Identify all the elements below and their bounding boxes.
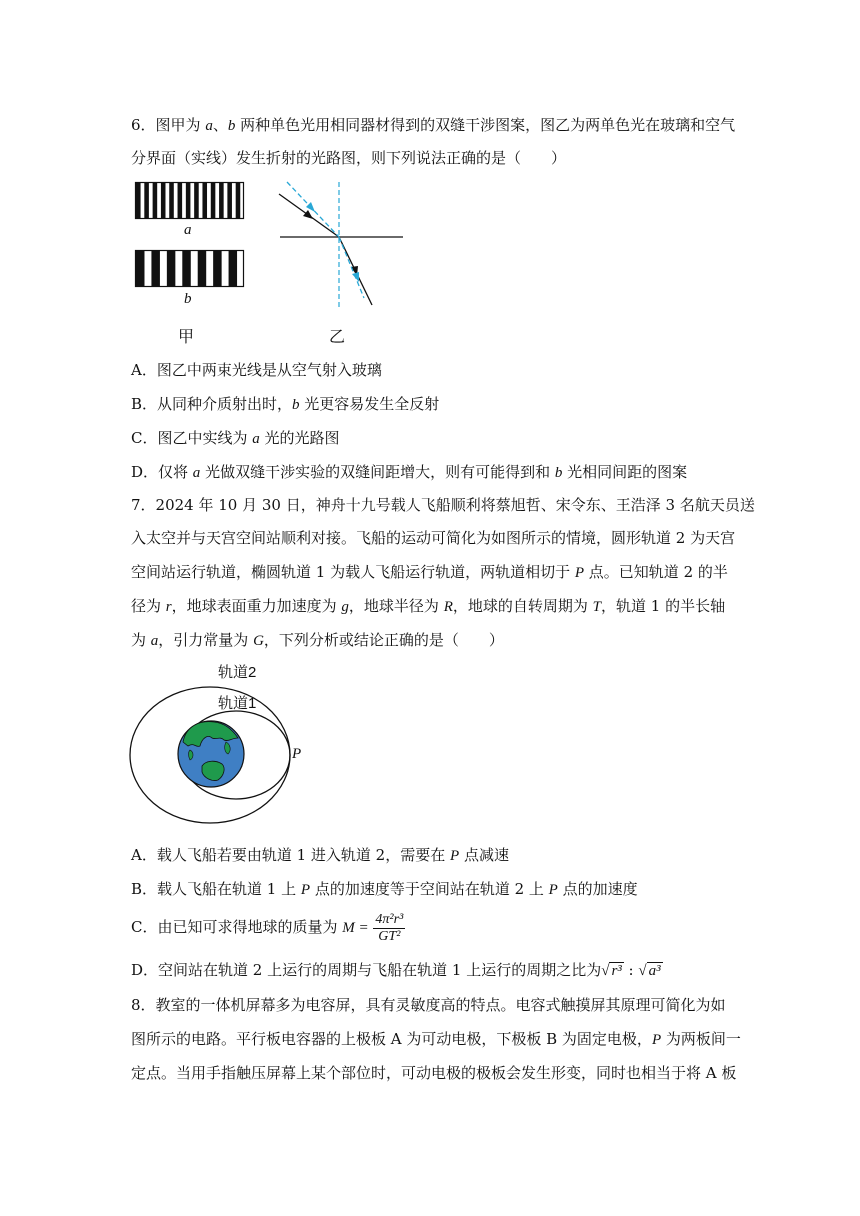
q7-stem-line2: 入太空并与天宫空间站顺利对接。飞船的运动可简化为如图所示的情境，圆形轨道 2 为天宫 [131, 529, 736, 547]
q8-stem-line1: 8．教室的一体机屏幕多为电容屏，具有灵敏度高的特点。电容式触摸屏其原理可简化为如 [131, 996, 726, 1014]
q7-option-d: D．空间站在轨道 2 上运行的周期与飞船在轨道 1 上运行的周期之比为√ r³ : √ a³ [131, 961, 661, 979]
dark-fringe [236, 183, 241, 218]
q8-stem-line3: 定点。当用手指触压屏幕上某个部位时，可动电极的极板会发生形变，同时也相当于将 A 板 [131, 1064, 737, 1082]
dark-fringe [198, 251, 206, 286]
q7-stem-line5: 为 a，引力常量为 G，下列分析或结论正确的是（ ） [131, 631, 504, 649]
dark-fringe [182, 251, 190, 286]
dark-fringe [219, 183, 224, 218]
dark-fringe [211, 183, 216, 218]
q6-option-d: D．仅将 a 光做双缝干涉实验的双缝间距增大，则有可能得到和 b 光相同间距的图案 [131, 463, 688, 481]
dark-fringe [136, 251, 144, 286]
dark-fringe [161, 183, 166, 218]
q7-option-b: B．载人飞船在轨道 1 上 P 点的加速度等于空间站在轨道 2 上 P 点的加速度 [131, 880, 638, 898]
solid-incident-arrow [303, 210, 313, 219]
q6-option-b: B．从同种介质射出时，b 光更容易发生全反射 [131, 395, 440, 413]
dark-fringe [144, 183, 149, 218]
dark-fringe [213, 251, 221, 286]
fig-label-yi: 乙 [329, 327, 346, 346]
dark-fringe [229, 251, 237, 286]
dark-fringe [202, 183, 207, 218]
dark-fringe [227, 183, 232, 218]
point-p-label: P [292, 746, 302, 762]
dark-fringe [167, 251, 175, 286]
q7-option-c: C．由已知可求得地球的质量为 M = $\frac{\text{4π²r³}}{\text{GT²}}$ [131, 911, 404, 944]
q7-stem-line4: 径为 r，地球表面重力加速度为 g，地球半径为 R，地球的自转周期为 T，轨道 1 的半长轴 [131, 597, 726, 615]
q7-stem-line3: 空间站运行轨道，椭圆轨道 1 为载人飞船运行轨道，两轨道相切于 P 点。已知轨道 2 的半 [131, 563, 728, 581]
orbit1-label: 轨道1 [218, 695, 257, 712]
interference-pattern-a [135, 182, 245, 220]
dark-fringe [169, 183, 174, 218]
q7-stem-line1: 7．2024 年 10 月 30 日，神舟十九号载人飞船顺利将蔡旭哲、宋令东、王浩泽 3 名航天员送 [131, 496, 755, 514]
dark-fringe [194, 183, 199, 218]
orbit2-label: 轨道2 [218, 664, 257, 681]
q8-stem-line2: 图所示的电路。平行板电容器的上极板 A 为可动电极，下极板 B 为固定电极，P 为两板间一 [131, 1030, 741, 1048]
dark-fringe [186, 183, 191, 218]
dashed-refracted-arrow [352, 272, 359, 282]
dashed-refracted-ray [339, 237, 364, 298]
q6-option-c: C．图乙中实线为 a 光的光路图 [131, 429, 340, 447]
mass-formula: $\frac{\text{4π²r³}}{\text{GT²}}$ [375, 911, 404, 944]
dark-fringe [153, 183, 158, 218]
fig-label-a: a [184, 222, 192, 238]
mass-symbol: M = [342, 920, 369, 936]
dark-fringe [178, 183, 183, 218]
q6-option-a: A．图乙中两束光线是从空气射入玻璃 [131, 361, 382, 379]
earth-icon [178, 721, 244, 787]
q6-stem-line1: 6．图甲为 a、b 两种单色光用相同器材得到的双缝干涉图案，图乙为两单色光在玻璃和空气 [131, 116, 736, 134]
dashed-incident-arrow [306, 202, 315, 212]
fig-label-b: b [184, 291, 192, 307]
refraction-diagram [275, 178, 410, 313]
q6-stem-line2: 分界面（实线）发生折射的光路图，则下列说法正确的是（ ） [131, 149, 567, 167]
dark-fringe [136, 183, 141, 218]
interference-pattern-b [135, 250, 245, 288]
q7-option-a: A．载人飞船若要由轨道 1 进入轨道 2，需要在 P 点减速 [131, 846, 509, 864]
fig-label-jia: 甲 [178, 327, 195, 346]
dark-fringe [151, 251, 159, 286]
